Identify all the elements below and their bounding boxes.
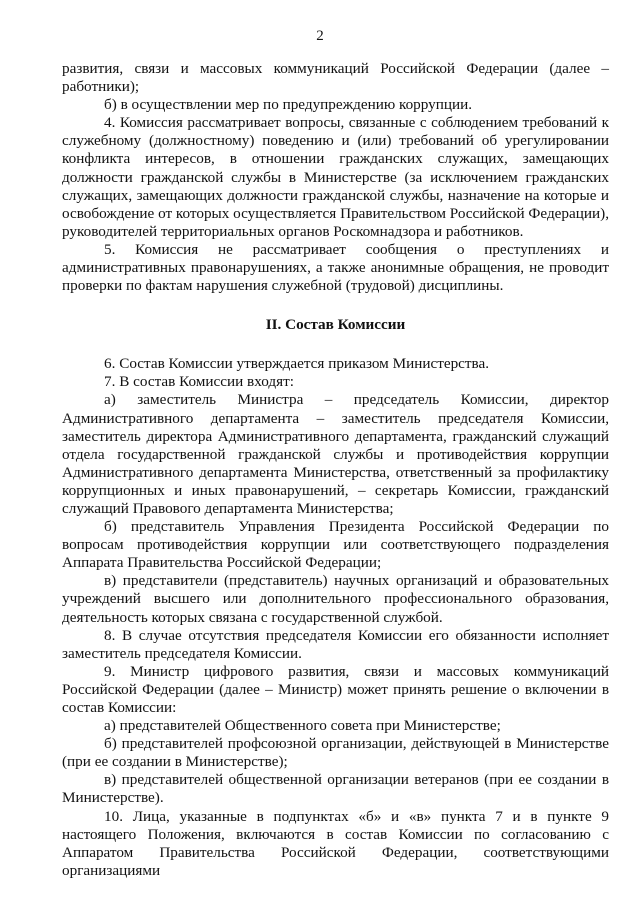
paragraph-6: 6. Состав Комиссии утверждается приказом Министерства. — [104, 355, 490, 373]
paragraph-4: 4. Комиссия рассматривает вопросы, связанные с соблюдением требований к служебному (должностному) поведению и (или) требований об урегулировании конфликта интересов, в отношении гражданских служащих, замещающих должности гражданской службы в Министерстве (за исключением гражданских служащих, замещающих должности гражданской службы, назначение на которые и освобождение от которых осуществляется Правительством Российской Федерации), руководителей территориальных органов Роскомнадзора и работников. — [62, 114, 609, 240]
paragraph-9: 9. Министр цифрового развития, связи и массовых коммуникаций Российской Федерации (далее – Министр) может принять решение о включении в состав Комиссии: — [62, 662, 609, 716]
paragraph-5: 5. Комиссия не рассматривает сообщения о преступлениях и административных правонарушениях, а также анонимные обращения, не проводит проверки по фактам нарушения служебной (трудовой) дисциплины. — [62, 240, 609, 295]
paragraph-8: 8. В случае отсутствия председателя Комиссии его обязанности исполняет заместитель председателя Комиссии. — [62, 626, 609, 662]
paragraph-7a: а) заместитель Министра – председатель Комиссии, директор Административного департамента – заместитель председателя Комиссии, заместитель директора Административного департамента, гражданский служащий отдела государственной гражданской службы и противодействия коррупции Административного департамента Министерства, ответственный за профилактику коррупционных и иных правонарушений, – секретарь Комиссии, гражданский служащий Правового департамента Министерства; — [62, 391, 609, 517]
paragraph-9b: б) представителей профсоюзной организации, действующей в Министерстве (при ее создании в Министерстве); — [62, 735, 609, 771]
section-heading: II. Состав Комиссии — [265, 316, 406, 334]
paragraph-7c: в) представители (представитель) научных организаций и образовательных учреждений высшего или дополнительного профессионального образования, деятельность которых связана с государственной службой. — [62, 572, 609, 626]
page-number: 2 — [316, 28, 324, 44]
paragraph-continuation: развития, связи и массовых коммуникаций Российской Федерации (далее – работники); — [62, 60, 609, 96]
paragraph-10: 10. Лица, указанные в подпунктах «б» и «в» пункта 7 и в пункте 9 настоящего Положения, включаются в состав Комиссии по согласованию с Аппаратом Правительства Российской Федерации, соответствующими организациями — [62, 807, 609, 879]
paragraph-9a: а) представителей Общественного совета при Министерстве; — [104, 717, 501, 735]
paragraph-7: 7. В состав Комиссии входят: — [104, 373, 294, 391]
paragraph-9c: в) представителей общественной организации ветеранов (при ее создании в Министерстве). — [62, 771, 609, 807]
document-body — [62, 60, 609, 880]
paragraph-3b: б) в осуществлении мер по предупреждению коррупции. — [104, 96, 473, 114]
paragraph-7b: б) представитель Управления Президента Российской Федерации по вопросам противодействия коррупции или соответствующего подразделения Аппарата Правительства Российской Федерации; — [62, 518, 609, 572]
